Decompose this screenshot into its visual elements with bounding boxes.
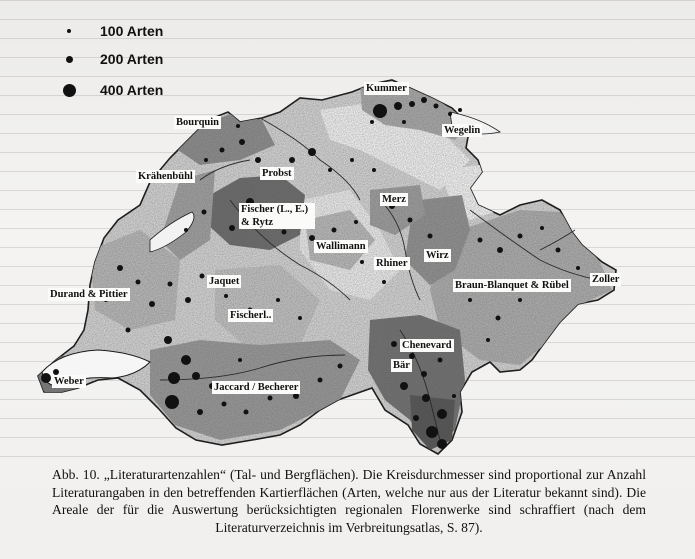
dot bbox=[409, 101, 415, 107]
legend-label: 100 Arten bbox=[100, 23, 164, 39]
dot bbox=[402, 120, 406, 124]
dot bbox=[117, 265, 123, 271]
dot bbox=[556, 248, 561, 253]
dot bbox=[168, 372, 180, 384]
dot bbox=[289, 157, 295, 163]
legend-item-100 bbox=[54, 19, 163, 43]
label-braun-blanquet: Braun-Blanquet & Rübel bbox=[455, 280, 569, 291]
dot bbox=[298, 316, 302, 320]
legend-dot-large bbox=[63, 84, 76, 97]
dot bbox=[332, 228, 337, 233]
label-zoller: Zoller bbox=[592, 274, 620, 285]
label-weber: Weber bbox=[54, 376, 84, 387]
label-baer: Bär bbox=[393, 360, 410, 371]
dot bbox=[496, 316, 501, 321]
dot bbox=[197, 409, 203, 415]
dot bbox=[238, 358, 242, 362]
dot bbox=[421, 97, 427, 103]
dot bbox=[41, 373, 51, 383]
legend-item-400 bbox=[54, 78, 163, 102]
label-jaquet: Jaquet bbox=[209, 276, 240, 287]
dot bbox=[350, 158, 354, 162]
dot bbox=[149, 301, 155, 307]
dot bbox=[413, 415, 419, 421]
dot bbox=[486, 338, 490, 342]
dot bbox=[497, 247, 503, 253]
dot bbox=[518, 234, 523, 239]
dot bbox=[437, 409, 447, 419]
label-rhiner: Rhiner bbox=[376, 258, 408, 269]
dot bbox=[268, 396, 273, 401]
label-kummer: Kummer bbox=[366, 83, 407, 94]
dot bbox=[220, 148, 225, 153]
dot bbox=[204, 158, 208, 162]
dot bbox=[448, 112, 452, 116]
dot bbox=[136, 280, 141, 285]
label-durand-pittier: Durand & Pittier bbox=[50, 289, 128, 300]
label-fischer-rytz: Fischer (L., E.) & Rytz bbox=[239, 203, 315, 229]
dot bbox=[308, 148, 316, 156]
legend-dot-small bbox=[67, 29, 71, 33]
dot bbox=[282, 230, 287, 235]
dot bbox=[164, 336, 172, 344]
dot bbox=[394, 102, 402, 110]
legend-dot-medium bbox=[66, 56, 73, 63]
dot bbox=[168, 282, 173, 287]
dot bbox=[426, 426, 438, 438]
dot bbox=[328, 168, 332, 172]
dot bbox=[255, 157, 261, 163]
label-wirz: Wirz bbox=[426, 250, 449, 261]
figure-caption: Abb. 10. „Literaturartenzahlen“ (Tal- und Bergflächen). Die Kreisdurchmesser sind proportional zur Anzahl Literaturangaben in den betreffenden Kartierflächen (Arten, welche nur aus der Literatur bekannt sind). Die Areale der für die Auswertung berücksichtigten regionalen Florenwerke sind schraffiert (nach dem Literaturverzeichnis im Verbreitungsatlas, S. 87). bbox=[52, 467, 646, 535]
legend-item-200 bbox=[54, 47, 163, 71]
label-merz: Merz bbox=[382, 194, 406, 205]
dot bbox=[192, 372, 200, 380]
dot bbox=[184, 228, 188, 232]
dot bbox=[276, 298, 280, 302]
label-chenevard: Chenevard bbox=[402, 340, 452, 351]
legend-label: 400 Arten bbox=[100, 82, 164, 98]
dot bbox=[540, 226, 544, 230]
dot bbox=[438, 358, 443, 363]
dot bbox=[422, 394, 430, 402]
dot bbox=[354, 220, 358, 224]
label-bourquin: Bourquin bbox=[176, 117, 219, 128]
dot bbox=[373, 104, 387, 118]
dot bbox=[165, 395, 179, 409]
dot bbox=[126, 328, 131, 333]
dot bbox=[576, 266, 580, 270]
dot bbox=[382, 280, 386, 284]
dot bbox=[452, 394, 456, 398]
dot bbox=[360, 260, 364, 264]
dot bbox=[244, 410, 249, 415]
dot bbox=[458, 108, 462, 112]
dot bbox=[421, 371, 427, 377]
dot bbox=[202, 210, 207, 215]
label-kraehenbuehl: Krähenbühl bbox=[138, 171, 193, 182]
dot bbox=[181, 355, 191, 365]
dot bbox=[468, 298, 472, 302]
label-fischerl: Fischerl.. bbox=[230, 310, 272, 321]
dot bbox=[185, 297, 191, 303]
dot bbox=[434, 104, 439, 109]
dot bbox=[428, 234, 433, 239]
label-wallimann: Wallimann bbox=[316, 241, 366, 252]
dot bbox=[236, 124, 240, 128]
label-wegelin: Wegelin bbox=[444, 125, 481, 136]
dot bbox=[408, 218, 413, 223]
dot bbox=[338, 364, 343, 369]
dot bbox=[370, 120, 374, 124]
dot bbox=[224, 294, 228, 298]
label-probst: Probst bbox=[262, 168, 292, 179]
dot bbox=[400, 382, 408, 390]
dot bbox=[200, 274, 205, 279]
dot bbox=[478, 238, 483, 243]
dot bbox=[318, 378, 323, 383]
dot bbox=[518, 298, 522, 302]
dot bbox=[229, 225, 235, 231]
dot bbox=[222, 402, 227, 407]
legend-label: 200 Arten bbox=[100, 51, 164, 67]
dot bbox=[239, 139, 245, 145]
dot bbox=[391, 341, 397, 347]
dot bbox=[437, 439, 447, 449]
label-jaccard-becherer: Jaccard / Becherer bbox=[214, 382, 299, 393]
dot bbox=[372, 168, 376, 172]
